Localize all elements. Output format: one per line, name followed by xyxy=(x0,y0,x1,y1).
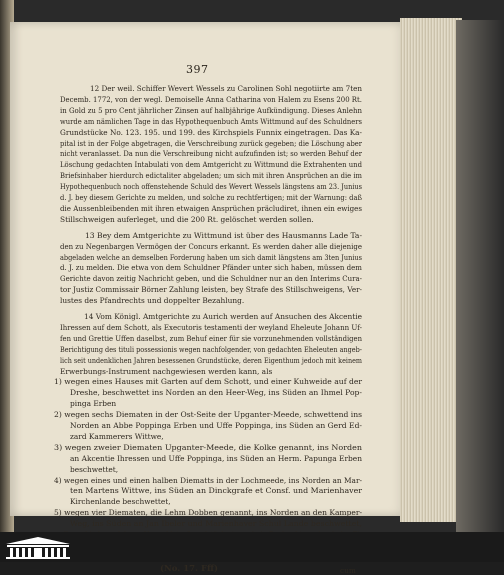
text-line: fen und Grettie Uffen daselbst, zum Behuf einer für sie vorzunehmenden vollständigen xyxy=(60,333,362,343)
book-page xyxy=(10,22,406,575)
signature-mark: (No. 17. Fff) xyxy=(160,563,219,574)
text-line: die Aussenbleibenden mit ihren etwaigen Ansprüchen präcludiret, ihnen ein ewiges xyxy=(60,203,362,213)
text-line: wurde am nämlichen Tage in das Hypothequenbuch Amts Wittmund auf des Schuldners xyxy=(60,116,362,126)
text-line: Ihressen auf dem Schott, als Executoris testamenti der weyland Eheleute Johann Uf- xyxy=(60,322,362,332)
text-line: tor Justiz Commissair Börner Zahlung leisten, bey Strafe des Stillschweigens, Ver- xyxy=(60,285,362,295)
text-line: Hypothequenbuch noch offenstehende Schuld des Wevert Wessels längstens am 23. Junius xyxy=(60,182,362,192)
text-line: d. J. zu melden. Die etwa von dem Schuldner Pfänder unter sich haben, müssen dem xyxy=(60,263,362,273)
text-line: beschwettet, xyxy=(70,464,119,474)
text-line: nicht veranlasset. Da nun die Verschreibung nicht aufzufinden ist; so werden Behuf der xyxy=(60,149,362,159)
viewer-footer-bar xyxy=(0,532,504,562)
text-line: 4) wegen eines und einen halben Diematts in der Lochmeede, ins Norden an Mar- xyxy=(54,475,362,485)
text-line: lustes des Pfandrechts und doppelter Bezahlung. xyxy=(60,296,245,306)
text-line: 1) wegen eines Hauses mit Garten auf dem Schott, und einer Kuhweide auf der xyxy=(54,377,362,387)
text-line: Stillschweigen auferleget, und die 200 Rt. gelöschet werden sollen. xyxy=(60,214,314,224)
page-number: 397 xyxy=(186,63,209,76)
text-line: 3) wegen zweier Diematen Upganter-Meede, die Kolke genannt, ins Norden xyxy=(54,442,362,452)
text-line: Grundstücke No. 123. 195. und 199. des Kirchspiels Funnix eingetragen. Das Ka- xyxy=(60,127,362,137)
text-line: Erwerbungs-Instrument nachgewiesen werden kann, als xyxy=(60,366,273,376)
text-line: zard Kammerers Wittwe, xyxy=(70,431,164,441)
text-line: 5) wegen vier Diematen, die Lehm Dobben genannt, ins Norden an den Kamper- xyxy=(54,508,362,518)
text-line: Norden an Abbe Poppinga Erben und Uffe Poppinga, ins Süden an Gerd Ed- xyxy=(70,421,362,430)
text-line: d. J. bey diesem Gerichte zu melden, und solche zu rechtfertigen; mit der Warnung: daß xyxy=(60,193,362,202)
text-line: abgeladen welche an demselben Forderung haben um sich damit längstens am 3ten Junius xyxy=(60,252,362,262)
text-line: 14 Vom Königl. Amtgerichte zu Aurich werden auf Ansuchen des Akcentie xyxy=(84,312,362,321)
text-line: Weg, ins Süden an Jan Ibeler und Marienhaver Schul Lande beschwettet, xyxy=(70,519,362,529)
text-line: 12 Der weil. Schiffer Wevert Wessels zu Carolinen Sohl negotiirte am 7ten xyxy=(90,84,362,93)
text-line: 13 Bey dem Amtgerichte zu Wittmund ist über des Hausmanns Lade Ta- xyxy=(85,230,362,240)
text-line: lich seit undenklichen Jahren besessenen Grundstücke, deren Eigenthum jedoch mit keinem xyxy=(60,355,362,365)
text-line: Berichtigung des tituli possessionis wegen nachfolgender, von gedachten Eheleuten angeb- xyxy=(60,344,362,354)
text-line: Briefsinhaber hierdurch edictaliter abgeladen; um sich mit ihren Ansprüchen an die im xyxy=(60,171,362,181)
text-line: Kirchenlande beschwettet, xyxy=(70,497,171,507)
text-line: ten Martens Wittwe, ins Süden an Dinckgrafe et Consf. und Marienhaver xyxy=(70,486,362,496)
text-line: in Gold zu 5 pro Cent jährlicher Zinsen auf halbjährige Aufkündigung. Dieses Anlehn xyxy=(60,105,362,115)
text-line: Gerichte davon zeitig Nachricht geben, und die Schuldner nur an den Interims Cura- xyxy=(60,274,362,284)
text-line: 2) wegen sechs Diematen in der Ost-Seite der Upganter-Meede, schwettend ins xyxy=(54,410,362,420)
text-line: pinga Erben xyxy=(70,399,117,409)
page-fore-edge xyxy=(400,18,462,522)
text-line: Dreshe, beschwettet ins Norden an den Heer-Weg, ins Süden an Ihmel Pop- xyxy=(70,388,362,398)
text-line: an Akcentie Ihressen und Uffe Poppinga, ins Süden an Herm. Papunga Erben xyxy=(70,453,362,463)
library-building-icon xyxy=(4,536,72,560)
text-line: pital ist in der Folge abgetragen, die Verschreibung zurück gegeben; die Löschung aber xyxy=(60,138,362,148)
catchword: cum xyxy=(340,565,356,575)
text-line: Decemb. 1772, von der wegl. Demoiselle Anna Catharina von Halem zu Esens 200 Rt. xyxy=(60,94,362,104)
page-shadow xyxy=(456,20,504,532)
text-line: den zu Negenbargen Vermögen der Concurs erkannt. Es werden daher alle diejenige xyxy=(60,241,362,251)
text-line: Löschung gedachten Intabulati von dem Amtgericht zu Wittmund die Extrahenten und xyxy=(60,160,362,170)
